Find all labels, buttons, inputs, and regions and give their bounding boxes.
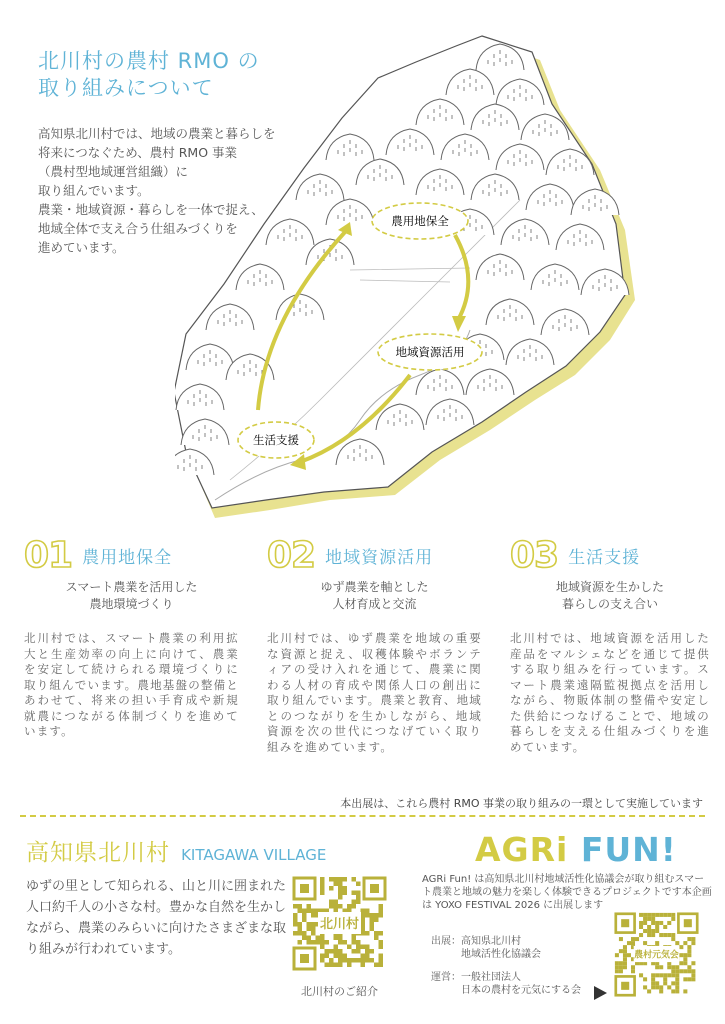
- play-arrow-icon: [592, 985, 608, 1001]
- exhibition-note: 本出展は、これら農村 RMO 事業の取り組みの一環として実施しています: [340, 797, 703, 810]
- intro-line: 地域全体で支え合う仕組みづくりを: [38, 221, 238, 236]
- section-03: [510, 535, 710, 755]
- operator-info: 運営：一般社団法人 日本の農村を元気にする会: [431, 972, 581, 996]
- section-title: 地域資源活用: [325, 547, 434, 568]
- section-number: 01: [24, 534, 73, 576]
- section-subtitle-line2: 人材育成と交流: [332, 597, 417, 611]
- village-title: [26, 834, 326, 867]
- section-02: [267, 535, 482, 755]
- village-map-illustration: [175, 30, 645, 530]
- section-title: 生活支援: [568, 547, 641, 568]
- section-subtitle-line1: 地域資源を生かした: [555, 580, 664, 594]
- section-body: 北川村では、スマート農業の利用拡大と生産効率の向上に向けて、農業を安定して続けられる環境づくりに取り組んでいます。農地基盤の整備とあわせて、将来の担い手育成や新規就農につながる体制づくりを進めています。: [24, 631, 239, 738]
- exhibitor-info: 出展：高知県北川村 地域活性化協議会: [431, 936, 541, 960]
- section-subtitle: [267, 579, 482, 613]
- map-label-resources: 地域資源活用: [395, 345, 465, 359]
- village-qr-caption: 北川村のご紹介: [301, 985, 378, 998]
- village-title-jp: 高知県北川村: [26, 840, 170, 866]
- agri-fun-logo: [475, 830, 677, 869]
- page-title-line2: 取り組みについて: [38, 76, 214, 100]
- section-number: 03: [510, 534, 559, 576]
- intro-line: （農村型地域運営組織）に: [38, 164, 189, 179]
- section-subtitle-line2: 農地環境づくり: [89, 597, 174, 611]
- section-title: 農用地保全: [82, 547, 173, 568]
- intro-line: 高知県北川村では、地域の農業と暮らしを: [38, 126, 276, 141]
- agri-qr-label: 農村元気会: [634, 950, 679, 961]
- village-qr-code[interactable]: [292, 876, 387, 971]
- section-body: 北川村では、地域資源を活用した産品をマルシェなどを通じて提供する取り組みを行っています。スマート農業遠隔監視拠点を活用しながら、物販体制の整備や安定した供給につなげることで、地域の暮らしを支える仕組みづくりを進めています。: [510, 631, 710, 754]
- intro-line: 進めています。: [38, 240, 125, 255]
- agri-fun-logo-part1: AGRi: [475, 830, 581, 869]
- page-title-line1: 北川村の農村 RMO の: [38, 49, 260, 73]
- map-label-farmland: 農用地保全: [391, 214, 449, 228]
- agri-fun-description: AGRi Fun! は高知県北川村地域活性化協議会が取り組むスマート農業と地域の魅力を楽しく体験できるプロジェクトです本企画は YOXO FESTIVAL 2026 に出展します: [422, 874, 712, 911]
- section-subtitle-line1: スマート農業を活用した: [65, 580, 198, 594]
- intro-line: 取り組んでいます。: [38, 183, 150, 198]
- village-description: ゆずの里として知られる、山と川に囲まれた人口約千人の小さな村。豊かな自然を生かしながら、農業のみらいに向けたさまざまな取り組みが行われています。: [26, 879, 287, 957]
- agri-fun-logo-part2: FUN!: [580, 830, 677, 869]
- section-number: 02: [267, 534, 316, 576]
- dashed-divider: [20, 815, 705, 817]
- agri-qr-code[interactable]: [614, 912, 699, 997]
- map-label-living: 生活支援: [253, 433, 299, 447]
- section-01: [24, 535, 239, 740]
- village-title-en: KITAGAWA VILLAGE: [181, 846, 327, 864]
- section-body: 北川村では、ゆず農業を地域の重要な資源と捉え、収穫体験やボランティアの受け入れを通じて、農業に関わる人材の育成や関係人口の創出に取り組んでいます。農業と教育、地域とのつながりを生かしながら、地域資源を次の世代につなげていく取り組みを進めています。: [267, 631, 482, 754]
- intro-line: 農業・地域資源・暮らしを一体で捉え、: [38, 202, 264, 217]
- section-subtitle: [24, 579, 239, 613]
- section-subtitle-line1: ゆず農業を軸とした: [320, 580, 429, 594]
- section-subtitle-line2: 暮らしの支え合い: [561, 597, 658, 611]
- section-subtitle: [510, 579, 710, 613]
- village-qr-label: 北川村: [319, 917, 360, 932]
- intro-line: 将来につなぐため、農村 RMO 事業: [38, 145, 238, 160]
